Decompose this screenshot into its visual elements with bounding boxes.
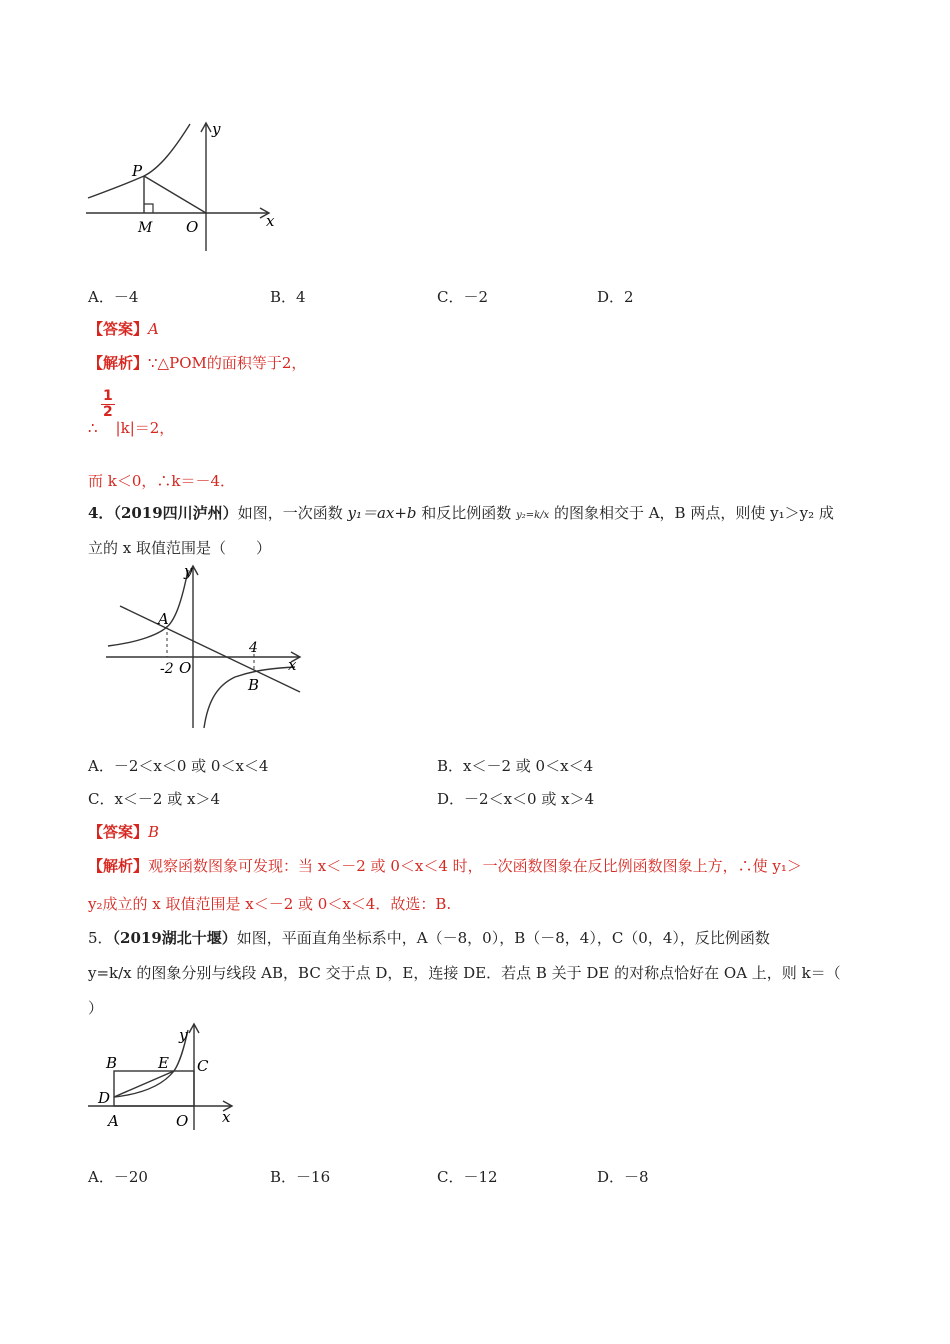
answer-value: A <box>148 320 159 338</box>
fraction-denominator: 2 <box>103 403 113 420</box>
q4-y2: y₂=k/x <box>516 510 550 521</box>
q3-fraction <box>101 389 115 419</box>
q4-stem-a: 如图，一次函数 <box>237 504 348 522</box>
label-4: 4 <box>249 640 258 656</box>
label-a: A <box>158 610 169 628</box>
q3-option-b[interactable]: B．4 <box>270 288 306 306</box>
hyperbola-left-branch <box>108 570 188 646</box>
therefore-sign: ∴ <box>88 419 98 437</box>
label-x: x <box>222 1108 231 1126</box>
linear-function-line <box>120 606 300 692</box>
label-o: O <box>186 218 199 236</box>
label-b: B <box>248 676 260 694</box>
q5-option-c[interactable]: C．－12 <box>437 1168 498 1186</box>
segment-de <box>114 1071 174 1097</box>
label-y: y <box>179 1026 188 1044</box>
q4-analysis-line2: y₂成立的 x 取值范围是 x＜－2 或 0＜x＜4．故选：B. <box>88 895 452 913</box>
label-b: B <box>106 1054 118 1072</box>
figure-pom <box>80 118 280 258</box>
answer-tag: 【答案】 <box>88 320 149 338</box>
q3-analysis-line3: 而 k＜0，∴k＝－4． <box>88 472 236 490</box>
q5-number: 5． <box>88 929 113 947</box>
label-d: D <box>98 1089 111 1107</box>
figure-intersection <box>100 560 310 732</box>
analysis-tag: 【解析】 <box>88 857 149 875</box>
hyperbola-curve <box>88 124 190 198</box>
label-y: y <box>212 120 221 138</box>
q4-source: （2019四川泸州） <box>113 504 238 522</box>
analysis-text: 观察函数图象可发现：当 x＜－2 或 0＜x＜4 时，一次函数图象在反比例函数图象上方，∴使 y₁＞ <box>148 857 802 875</box>
analysis-text: ∵△POM的面积等于2， <box>148 354 307 372</box>
q4-option-a[interactable]: A．－2＜x＜0 或 0＜x＜4 <box>88 757 269 775</box>
q4-stem-b: 和反比例函数 <box>416 504 517 522</box>
q4-stem-line1 <box>88 502 834 523</box>
q3-analysis-line2 <box>88 417 174 438</box>
right-angle-mark <box>144 204 153 213</box>
q3-answer <box>88 318 159 339</box>
label-x: x <box>266 212 275 230</box>
q3-option-d[interactable]: D．2 <box>597 288 634 306</box>
abs-k-eq: |k|＝2， <box>115 419 175 437</box>
q4-answer <box>88 821 159 842</box>
q4-option-c[interactable]: C．x＜－2 或 x＞4 <box>88 790 221 808</box>
q4-analysis-line1 <box>88 855 802 876</box>
rectangle-abco <box>114 1071 194 1106</box>
label-c: C <box>197 1057 209 1075</box>
q4-option-d[interactable]: D．－2＜x＜0 或 x＞4 <box>437 790 595 808</box>
q4-number: 4． <box>88 504 114 522</box>
q3-option-a[interactable]: A．－4 <box>88 288 139 306</box>
figure-rectangle <box>82 1018 252 1136</box>
label-neg2: -2 <box>160 661 174 677</box>
label-a: A <box>108 1112 119 1130</box>
q4-option-b[interactable]: B．x＜－2 或 0＜x＜4 <box>437 757 594 775</box>
label-e: E <box>158 1054 169 1072</box>
q5-stem-line1 <box>88 927 770 948</box>
q4-stem-c: 的图象相交于 A，B 两点，则使 y₁＞y₂ 成 <box>549 504 834 522</box>
label-o: O <box>179 659 192 677</box>
q3-option-c[interactable]: C．－2 <box>437 288 489 306</box>
q5-option-d[interactable]: D．－8 <box>597 1168 649 1186</box>
label-y: y <box>184 562 193 580</box>
q3-analysis-line1 <box>88 352 306 373</box>
fraction-numerator: 1 <box>103 388 113 404</box>
q5-option-a[interactable]: A．－20 <box>88 1168 148 1186</box>
q4-y1: y₁＝ax+b <box>347 504 417 522</box>
q5-option-b[interactable]: B．－16 <box>270 1168 331 1186</box>
answer-value: B <box>148 823 160 841</box>
answer-tag: 【答案】 <box>88 823 149 841</box>
label-p: P <box>132 162 143 180</box>
label-x: x <box>288 656 297 674</box>
q5-stem-text: 如图，平面直角坐标系中，A（－8，0），B（－8，4），C（0，4），反比例函数 <box>236 929 770 947</box>
label-m: M <box>138 220 153 236</box>
analysis-tag: 【解析】 <box>88 354 149 372</box>
q5-source: （2019湖北十堰） <box>112 929 237 947</box>
q5-stem-line3: ） <box>88 999 104 1017</box>
q4-stem-line2: 立的 x 取值范围是（ ） <box>88 539 271 557</box>
label-o: O <box>176 1112 189 1130</box>
q5-stem-line2: y=k/x 的图象分别与线段 AB，BC 交于点 D，E，连接 DE．若点 B 关于 DE 的对称点恰好在 OA 上，则 k＝（ <box>88 964 841 982</box>
hyperbola-curve <box>114 1030 188 1097</box>
